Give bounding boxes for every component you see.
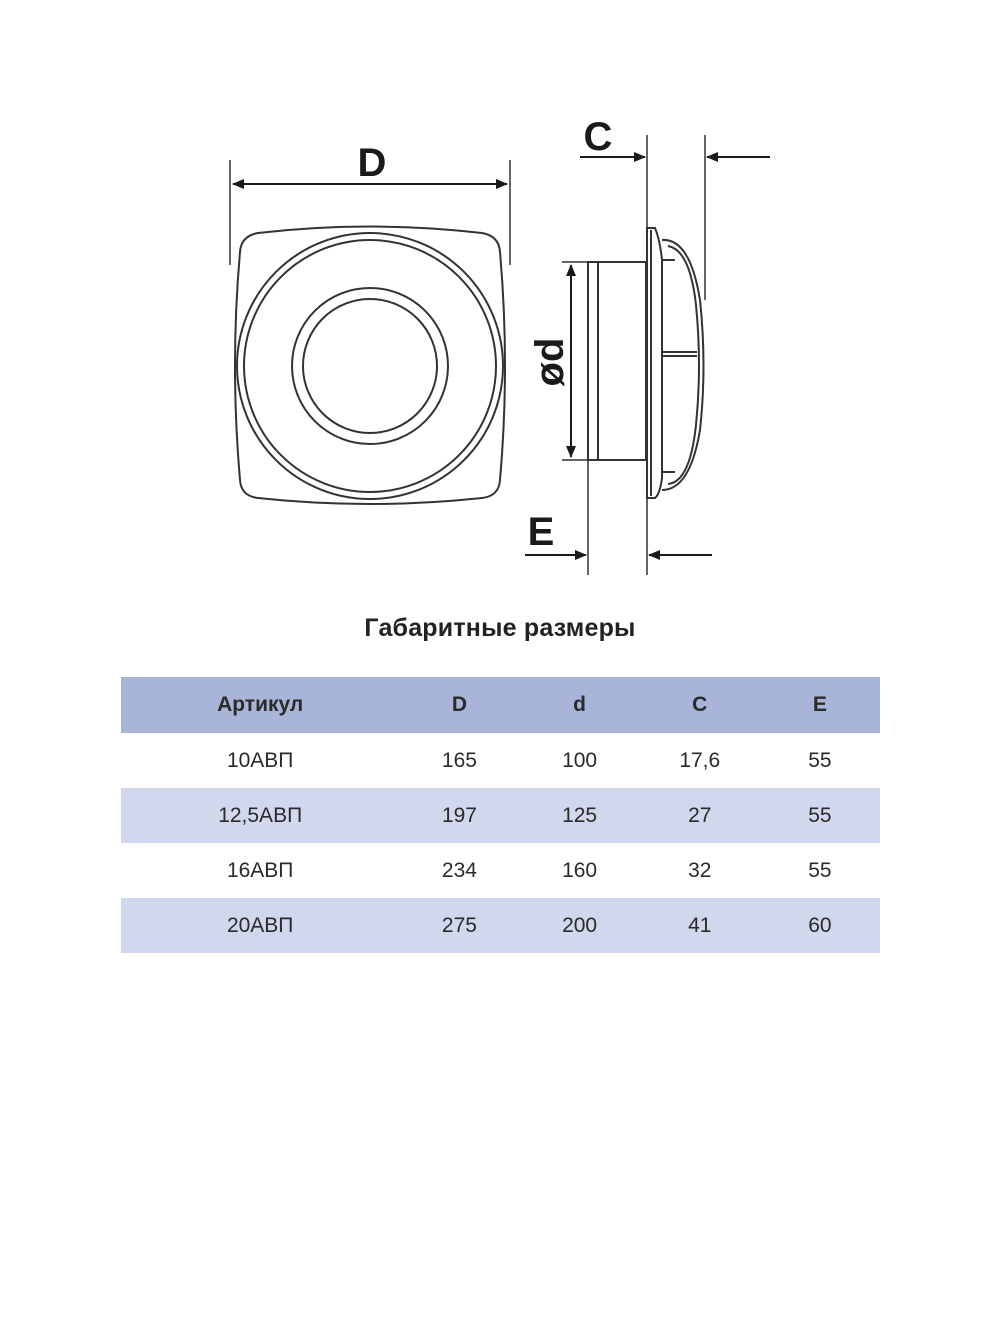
table-cell: 55	[808, 748, 832, 772]
front-cap	[662, 240, 704, 490]
front-plate-outline	[235, 227, 505, 505]
table-cell: 275	[399, 898, 519, 953]
column-header: E	[760, 677, 880, 733]
column-header: Артикул	[121, 677, 399, 733]
table-cell: 197	[399, 788, 519, 843]
table-cell: 41	[640, 898, 760, 953]
table-cell: 10АВП	[226, 748, 294, 772]
table-row	[121, 733, 880, 788]
table-cell: 234	[441, 858, 477, 882]
outer-ring	[237, 233, 503, 499]
dimension-d	[528, 262, 600, 460]
inner-ring	[292, 288, 448, 444]
dimension-C	[580, 115, 770, 300]
table-cell: 125	[520, 788, 640, 843]
page-title: Габаритные размеры	[364, 614, 636, 642]
column-header: D	[399, 677, 519, 733]
table-cell: 16АВП	[226, 858, 294, 882]
side-view	[588, 228, 704, 498]
table-cell: 27	[640, 788, 760, 843]
table-cell: 60	[760, 898, 880, 953]
table-cell: 20АВП	[121, 898, 399, 953]
table-cell: 12,5АВП	[121, 788, 399, 843]
dimension-D	[230, 141, 510, 265]
label-C: C	[583, 115, 613, 159]
flange	[647, 228, 662, 498]
column-header: d	[520, 677, 640, 733]
column-header: C	[640, 677, 760, 733]
table-header-row	[121, 677, 880, 733]
table-cell: 32	[688, 858, 712, 882]
table-row	[121, 898, 880, 953]
dimensions-table	[121, 677, 880, 953]
table-cell: 160	[562, 858, 598, 882]
front-view	[235, 227, 505, 505]
label-D: D	[357, 141, 387, 185]
table-row	[121, 843, 880, 898]
technical-drawing	[0, 0, 1000, 600]
table-row	[121, 788, 880, 843]
table-cell: 165	[441, 748, 477, 772]
table-cell: 55	[760, 788, 880, 843]
label-E: E	[527, 510, 555, 554]
spigot	[588, 262, 646, 460]
table-cell: 200	[520, 898, 640, 953]
outer-ring-inner	[244, 240, 496, 492]
table-cell: 17,6	[679, 748, 721, 772]
label-d: ød	[528, 337, 572, 387]
inner-opening	[303, 299, 437, 433]
table-cell: 100	[562, 748, 598, 772]
table-cell: 55	[808, 858, 832, 882]
